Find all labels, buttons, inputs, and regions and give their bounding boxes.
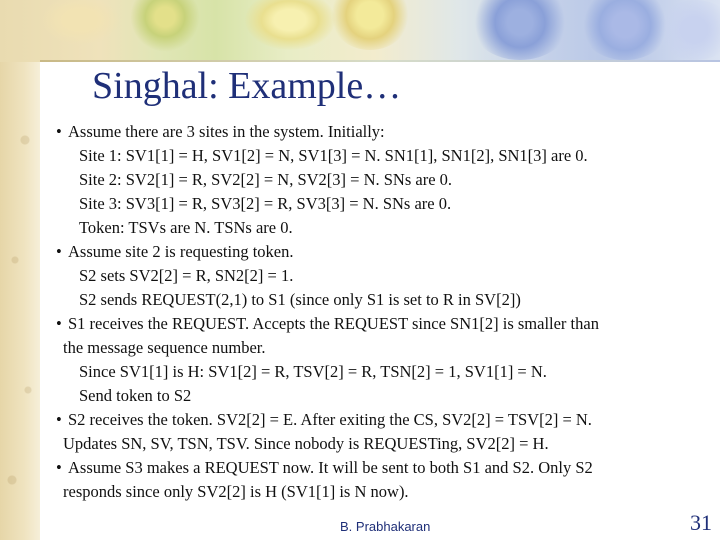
line-text: the message sequence number.	[63, 338, 266, 357]
sub-item	[52, 264, 716, 288]
line-text: responds since only SV2[2] is H (SV1[1] is N now).	[63, 482, 409, 501]
line-text: Assume S3 makes a REQUEST now. It will be sent to both S1 and S2. Only S2	[68, 458, 593, 477]
line-text: Token: TSVs are N. TSNs are 0.	[79, 218, 293, 237]
sub-item	[52, 288, 716, 312]
banner-flower	[245, 0, 335, 50]
footer-author: B. Prabhakaran	[340, 519, 431, 534]
slide-body	[52, 120, 716, 504]
line-text: S2 sends REQUEST(2,1) to S1 (since only S1 is set to R in SV[2])	[79, 290, 521, 309]
bullet-continuation	[52, 336, 716, 360]
sub-item	[52, 360, 716, 384]
line-text: Assume site 2 is requesting token.	[68, 242, 294, 261]
page-number: 31	[690, 510, 712, 535]
line-text: Send token to S2	[79, 386, 192, 405]
bullet-continuation	[52, 432, 716, 456]
bullet-item	[52, 120, 716, 144]
banner-flower	[330, 0, 410, 50]
bullet-glyph: •	[56, 242, 62, 261]
line-text: Site 3: SV3[1] = R, SV3[2] = R, SV3[3] = N. SNs are 0.	[79, 194, 452, 213]
bullet-glyph: •	[56, 314, 62, 333]
line-text: Updates SN, SV, TSN, TSV. Since nobody is REQUESTing, SV2[2] = H.	[63, 434, 549, 453]
banner-flower	[130, 0, 200, 52]
banner-flower	[40, 0, 120, 45]
line-text: Since SV1[1] is H: SV1[2] = R, TSV[2] = R, TSN[2] = 1, SV1[1] = N.	[79, 362, 547, 381]
bullet-glyph: •	[56, 458, 62, 477]
sub-item	[52, 144, 716, 168]
banner-flower	[470, 0, 570, 60]
bullet-glyph: •	[56, 410, 62, 429]
line-text: S2 receives the token. SV2[2] = E. After exiting the CS, SV2[2] = TSV[2] = N.	[68, 410, 592, 429]
bullet-glyph: •	[56, 122, 62, 141]
sub-item	[52, 384, 716, 408]
banner-flower	[655, 0, 720, 60]
line-text: S2 sets SV2[2] = R, SN2[2] = 1.	[79, 266, 294, 285]
sub-item	[52, 192, 716, 216]
line-text: Site 2: SV2[1] = R, SV2[2] = N, SV2[3] = N. SNs are 0.	[79, 170, 453, 189]
sub-item	[52, 168, 716, 192]
left-decorative-band	[0, 0, 40, 540]
bullet-continuation	[52, 480, 716, 504]
line-text: S1 receives the REQUEST. Accepts the REQUEST since SN1[2] is smaller than	[68, 314, 599, 333]
bullet-item	[52, 408, 716, 432]
bullet-item	[52, 312, 716, 336]
banner-divider	[40, 60, 720, 62]
bullet-item	[52, 240, 716, 264]
line-text: Assume there are 3 sites in the system. Initially:	[68, 122, 385, 141]
slide-title: Singhal: Example…	[92, 65, 402, 107]
line-text: Site 1: SV1[1] = H, SV1[2] = N, SV1[3] = N. SN1[1], SN1[2], SN1[3] are 0.	[79, 146, 588, 165]
top-decorative-banner	[0, 0, 720, 62]
bullet-item	[52, 456, 716, 480]
sub-item	[52, 216, 716, 240]
